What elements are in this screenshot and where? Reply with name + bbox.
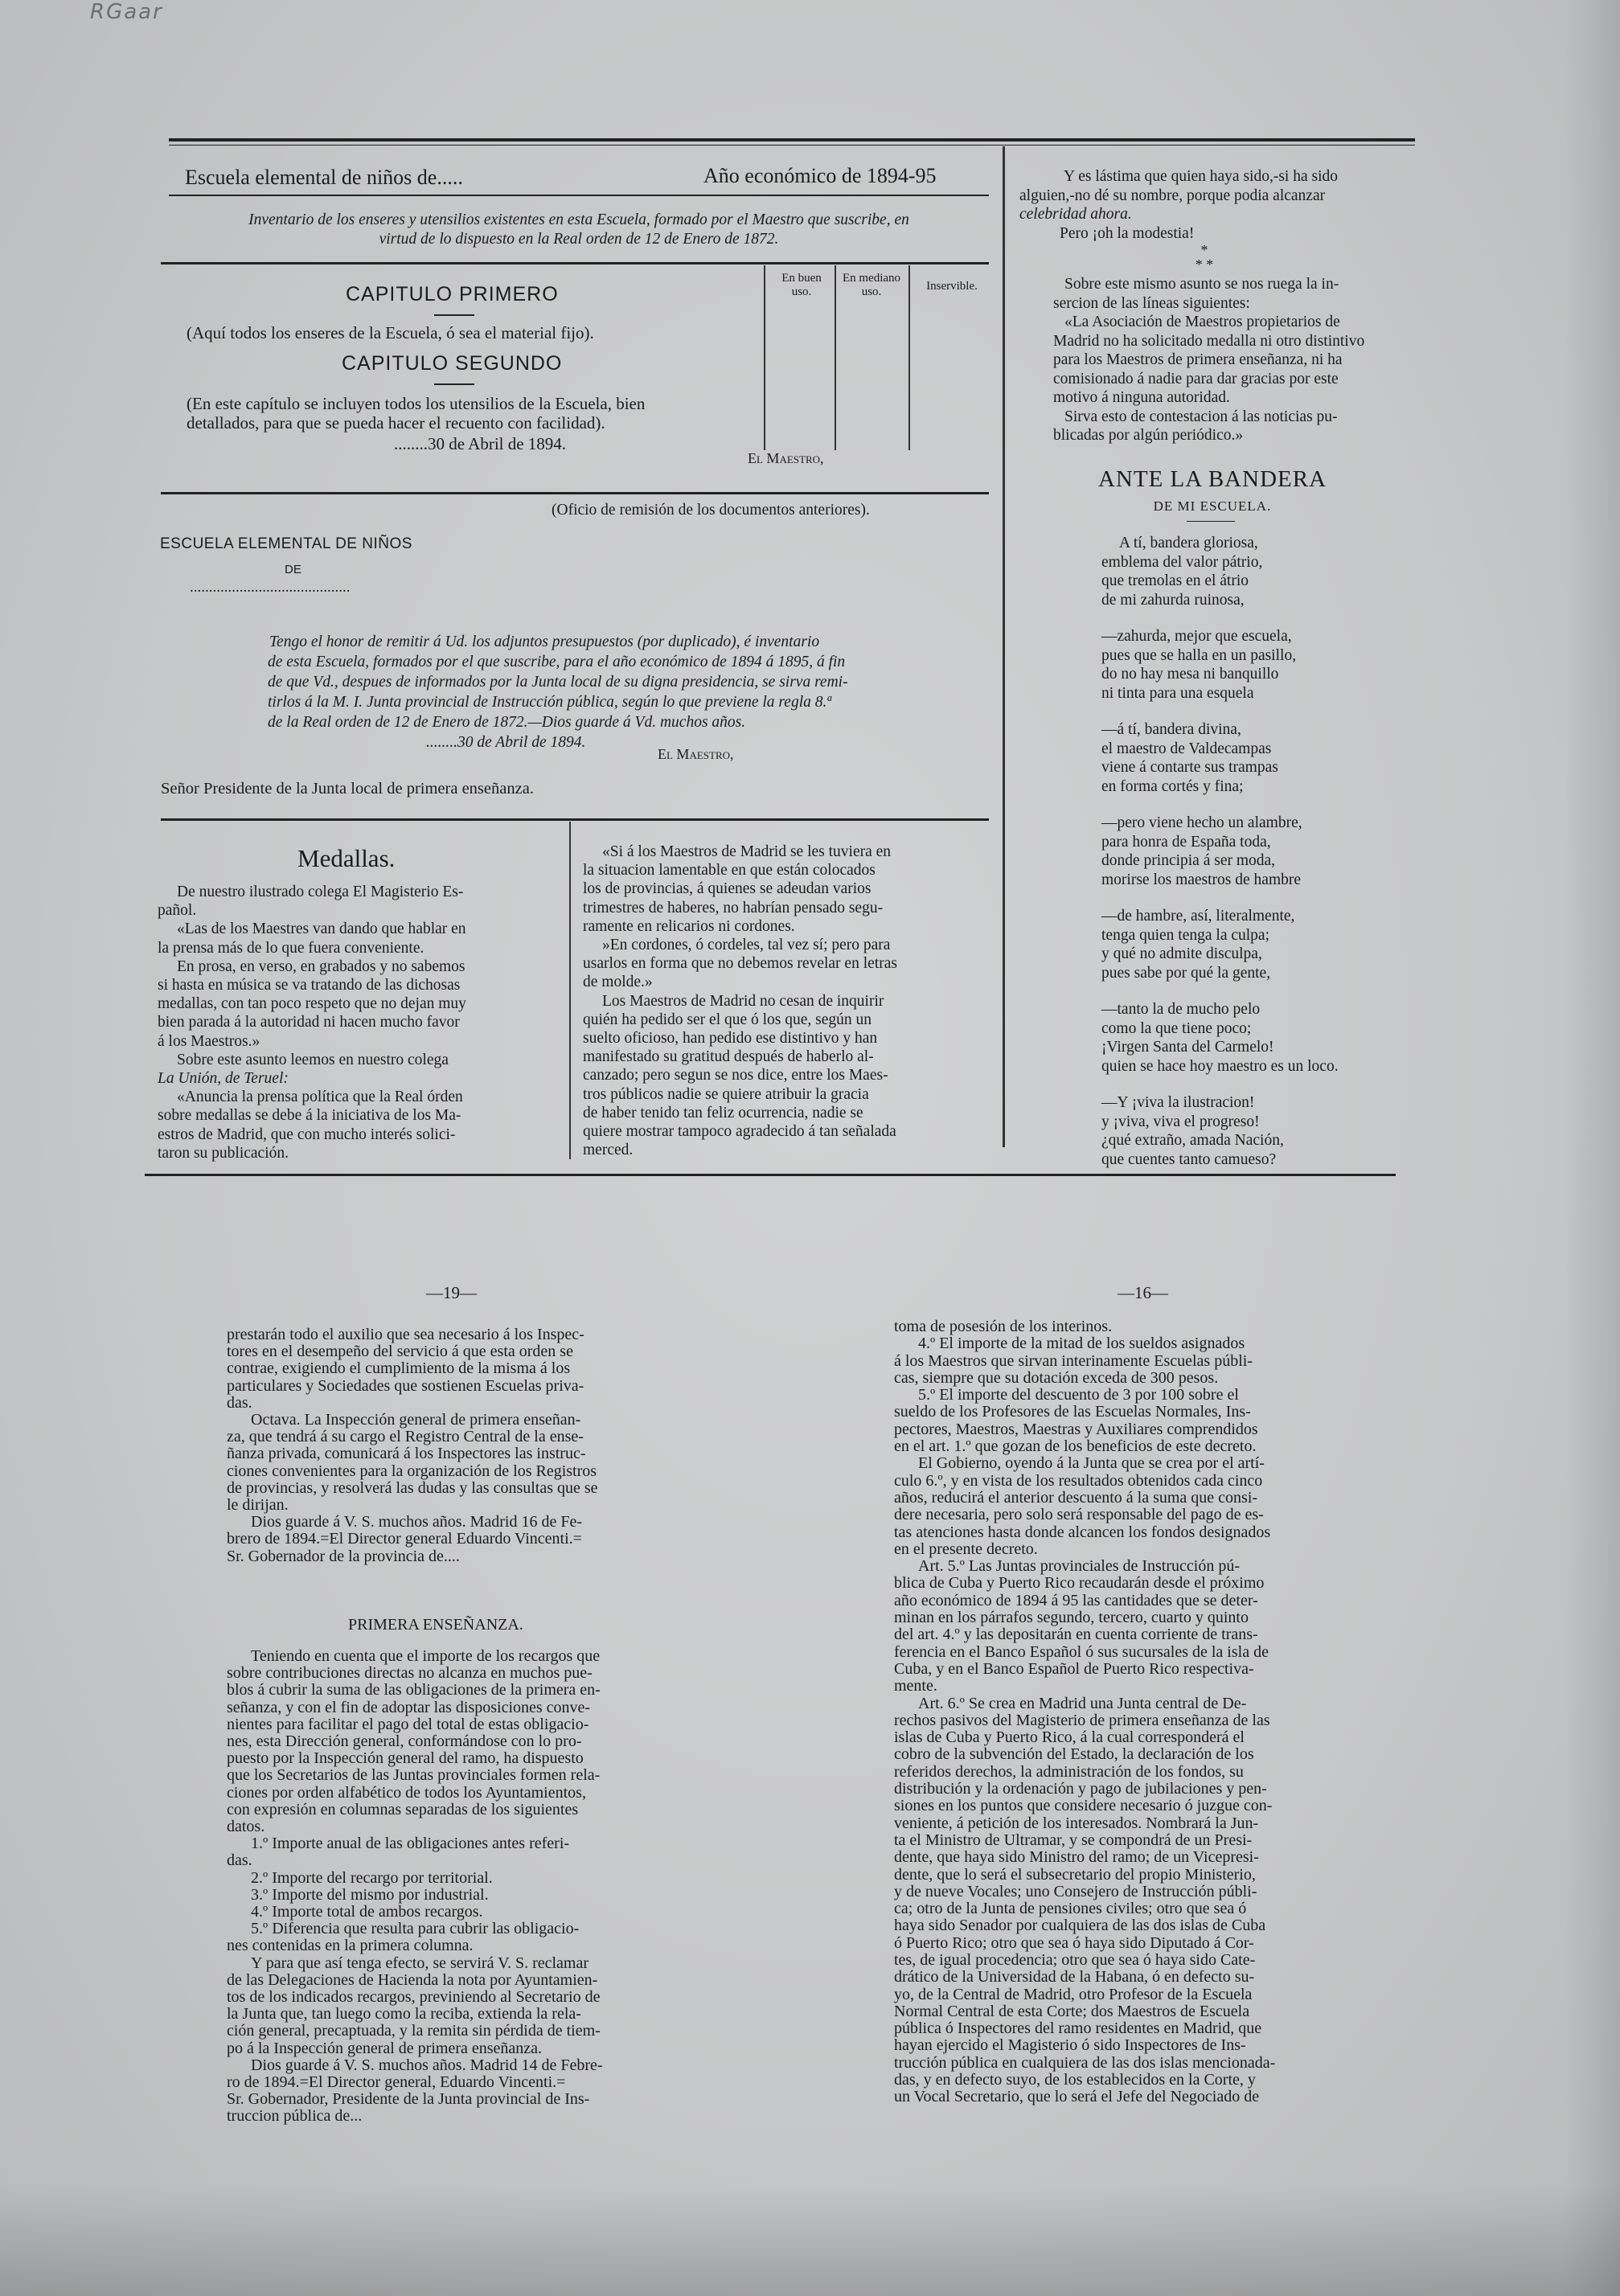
text-line: nes contenidas en la primera columna. — [227, 1937, 474, 1955]
text-line: Los Maestros de Madrid no cesan de inquirir — [602, 992, 884, 1010]
poem-line: ¿qué extraño, amada Nación, — [1101, 1132, 1284, 1149]
poem-line: do no hay mesa ni banquillo — [1101, 666, 1279, 683]
text-line: Dios guarde á V. S. muchos años. Madrid 16 de Fe- — [251, 1513, 582, 1531]
escuela-heading: ESCUELA ELEMENTAL DE NIÑOS — [160, 535, 412, 552]
text-line: tas atenciones hasta donde alcancen los fondos designados — [894, 1523, 1271, 1541]
escuela-dots: .......................................... — [190, 579, 351, 596]
text-line: ciones convenientes para la organización de los Registros — [227, 1462, 597, 1480]
text-line: En prosa, en verso, en grabados y no sabemos — [177, 957, 465, 975]
poem-line: —tanto la de mucho pelo — [1101, 1001, 1261, 1018]
poem-line: que tremolas en el átrio — [1101, 572, 1249, 589]
text-line: del art. 4.º y las depositarán en cuenta corriente de trans- — [894, 1626, 1258, 1644]
text-line: ciones por orden alfabético de todos los Ayuntamientos, — [227, 1783, 586, 1802]
text-line: toma de posesión de los interinos. — [894, 1318, 1113, 1335]
text-line: sobre contribuciones directas no alcanza en muchos pue- — [227, 1664, 593, 1683]
text-line: en el art. 1.º que gozan de los beneficios de este decreto. — [894, 1437, 1257, 1456]
asterisk-double: * * — [1195, 256, 1214, 273]
text-line: quién ha pedido ser el que ó los que, según un — [583, 1011, 872, 1028]
text-line: le dirijan. — [227, 1496, 289, 1515]
chapter-one-rule — [434, 314, 474, 316]
text-line: cobro de la subvención del Estado, la declaración de los — [894, 1745, 1254, 1764]
text-line: los de provincias, á quienes se adeudan varios — [583, 880, 872, 898]
poem-line: y ¡viva, viva el progreso! — [1101, 1113, 1260, 1130]
text-line: puesto por la Inspección general del ramo, ha dispuesto — [227, 1749, 584, 1768]
text-line: Sr. Gobernador, Presidente de la Junta provincial de Ins- — [227, 2090, 590, 2109]
text-line: Art. 5.º Las Juntas provinciales de Instrucción pú- — [918, 1557, 1240, 1576]
text-line: Normal Central de esta Corte; dos Maestros de Escuela — [894, 2002, 1250, 2020]
escuela-de: DE — [285, 563, 301, 576]
chapter-one-title: CAPITULO PRIMERO — [346, 283, 559, 305]
text-line: cas, siempre que su dotación exceda de 300 pesos. — [894, 1368, 1219, 1387]
chapter-two-rule — [434, 383, 474, 385]
poem-stanza — [1101, 627, 1339, 703]
page-edge-shadow-right — [1564, 0, 1620, 2296]
poem-line: el maestro de Valdecampas — [1101, 740, 1272, 757]
text-line: pública ó Inspectores del ramo residentes en Madrid, que — [894, 2019, 1262, 2038]
text-line: contrae, exigiendo el cumplimiento de la misma á los — [227, 1359, 571, 1378]
poem-stanza — [1101, 1093, 1339, 1169]
poem-line: que cuentes tanto camueso? — [1101, 1150, 1277, 1168]
text-line: 2.º Importe del recargo por territorial. — [251, 1868, 493, 1887]
poem-line: de mi zahurda ruinosa, — [1101, 591, 1245, 609]
text-line: de molde.» — [583, 974, 653, 991]
text-line: señanza, y con el fin de adoptar las disposiciones conve- — [227, 1698, 591, 1716]
poem-line: ¡Virgen Santa del Carmelo! — [1101, 1039, 1274, 1056]
poem-line: donde principia á ser moda, — [1101, 852, 1276, 869]
inventory-ledger-table — [764, 265, 990, 450]
text-line: ta el Ministro de Ultramar, y se compondrá de un Presi- — [894, 1831, 1253, 1849]
text-line: Y es lástima que quien haya sido,-si ha sido — [1064, 168, 1339, 185]
poem-line: —de hambre, así, literalmente, — [1101, 908, 1295, 925]
office-note: (Oficio de remisión de los documentos anteriores). — [552, 502, 870, 519]
text-line: dente, que lo será el subsecretario del propio Ministerio, — [894, 1865, 1256, 1884]
text-line: distribución y la ordenación y pago de jubilaciones y pen- — [894, 1780, 1267, 1798]
poem-line: y qué no admite disculpa, — [1101, 945, 1262, 962]
text-line: truccion pública de... — [227, 2107, 363, 2126]
ledger-header-unusable: Inservible. — [926, 280, 978, 293]
text-line: suelto oficioso, han pedido ese distintivo y han — [583, 1030, 878, 1048]
text-line: culo 6.º, y en vista de los resultados obtenidos cada cinco — [894, 1471, 1263, 1490]
text-line: blica de Cuba y Puerto Rico recaudarán desde el próximo — [894, 1574, 1265, 1593]
text-line: 5.º Diferencia que resulta para cubrir las obligacio- — [251, 1920, 580, 1938]
text-line: Sobre este mismo asunto se nos ruega la in- — [1064, 276, 1339, 293]
ledger-header-medium: En mediano uso. — [842, 272, 901, 298]
page-edge-shadow-bottom — [0, 2183, 1620, 2296]
text-line: La Unión, de Teruel: — [158, 1070, 289, 1088]
text-line: referidos derechos, la administración de los fondos, su — [894, 1762, 1244, 1781]
text-line: á los Maestros.» — [158, 1032, 260, 1050]
chapter-two-line: detallados, para que se pueda hacer el recuento con facilidad). — [187, 413, 605, 433]
text-line: canzado; pero segun se nos dice, entre los Maes- — [583, 1067, 888, 1084]
text-line: la Junta que, tan luego como la reciba, extienda la rela- — [227, 2005, 581, 2023]
medallas-left-column — [158, 883, 547, 1162]
poem-subtitle: DE MI ESCUELA. — [1153, 498, 1272, 514]
school-title: Escuela elemental de niños de..... — [185, 166, 463, 189]
text-line: Pero ¡oh la modestia! — [1060, 224, 1195, 242]
medallas-title: Medallas. — [297, 844, 396, 872]
text-line: nes, esta Dirección general, conformándose con lo pro- — [227, 1732, 582, 1751]
poem-line: quien se hace hoy maestro es un loco. — [1101, 1057, 1339, 1075]
text-line: de provincias, y resolverá las dudas y las consultas que se — [227, 1478, 598, 1497]
text-line: De nuestro ilustrado colega El Magisterio Es- — [177, 884, 464, 900]
text-line: tes, de igual procedencia; otro que sea ó haya sido Cate- — [894, 1950, 1256, 1969]
text-line: tos de los indicados recargos, previniendo al Secretario de — [227, 1988, 601, 2007]
text-line: trucción pública en cualquiera de las dos islas mencionada- — [894, 2053, 1276, 2072]
text-line: Y para que así tenga efecto, se servirá V. S. reclamar — [251, 1954, 589, 1972]
text-line: das, y en defecto suyo, de los establecidos en la Corte, y — [894, 2071, 1256, 2089]
text-line: manifestado su gratitud después de haberlo al- — [583, 1048, 874, 1066]
text-line: y de nueve Vocales; uno Consejero de Instrucción públi- — [894, 1882, 1257, 1900]
text-line: blicadas por algún periódico.» — [1053, 427, 1244, 444]
text-line: si hasta en música se va tratando de las dichosas — [158, 977, 461, 994]
page-number-right: —16— — [1118, 1283, 1168, 1302]
text-line: veniente, á petición de los interesados. Nombrará la Jun- — [894, 1814, 1259, 1832]
poem-line: —Y ¡viva la ilustracion! — [1101, 1094, 1255, 1111]
text-line: 3.º Importe del mismo por industrial. — [251, 1885, 489, 1904]
text-line: Sr. Gobernador de la provincia de.... — [227, 1547, 460, 1565]
poem-line: emblema del valor pátrio, — [1101, 553, 1263, 571]
top-rule — [169, 138, 1415, 141]
text-line: siones en los puntos que considere necesario ó juzgue con- — [894, 1797, 1273, 1815]
text-line: minan en los párrafos segundo, tercero, cuarto y quinto — [894, 1609, 1249, 1627]
text-line: ca; otro de la Junta de pensiones civiles; otro que sea ó — [894, 1900, 1247, 1918]
text-line: estros de Madrid, que con mucho interés solici- — [158, 1125, 456, 1143]
text-line: Sobre este asunto leemos en nuestro colega — [177, 1051, 449, 1068]
text-line: la situacion lamentable en que están colocados — [583, 862, 876, 879]
text-line: rechos pasivos del Magisterio de primera enseñanza de las — [894, 1711, 1270, 1729]
text-line: 4.º El importe de la mitad de los sueldos asignados — [918, 1335, 1245, 1353]
right-column-insert — [1053, 275, 1423, 445]
inventory-heading — [161, 211, 997, 249]
text-line: con expresión en columnas separadas de los siguientes — [227, 1800, 579, 1818]
text-line: años, reducirá el anterior descuento á la suma que consi- — [894, 1488, 1258, 1507]
poem-title: ANTE LA BANDERA — [1097, 466, 1327, 492]
text-line: El Gobierno, oyendo á la Junta que se crea por el artí- — [918, 1454, 1265, 1473]
text-line: para los Maestros de primera enseñanza, ni ha — [1053, 351, 1343, 368]
chapter-two-line: (En este capítulo se incluyen todos los utensilios de la Escuela, bien — [187, 394, 646, 413]
text-line: merced. — [583, 1142, 634, 1159]
text-line: comisionado á nadie para dar gracias por este — [1053, 370, 1339, 387]
inventory-line: Inventario de los enseres y utensilios existentes en esta Escuela, formado por el Maestro que suscribe, en — [248, 211, 909, 228]
poem-line: —zahurda, mejor que escuela, — [1101, 628, 1292, 645]
text-line: de las Delegaciones de Hacienda la nota por Ayuntamien- — [227, 1970, 598, 1989]
text-line: nientes para facilitar el pago del total de estas obligacio- — [227, 1715, 589, 1733]
poem-title-rule — [1187, 521, 1235, 522]
text-line: ó Puerto Rico; otro que sea ó haya sido Diputado á Cor- — [894, 1933, 1254, 1952]
text-line: tros públicos nadie se quiere atribuir la gracia — [583, 1085, 869, 1103]
text-line: Cuba, y en el Banco Español de Puerto Rico respectiva- — [894, 1659, 1254, 1678]
text-line: Octava. La Inspección general de primera enseñan- — [251, 1411, 581, 1429]
archive-mark: RGaar — [90, 0, 163, 24]
text-line: mente. — [894, 1677, 937, 1695]
poem-line: en forma cortés y fina; — [1101, 777, 1244, 795]
asterisk-single: * — [1200, 242, 1208, 258]
poem-line: morirse los maestros de hambre — [1101, 871, 1302, 888]
text-line: motivo á ninguna autoridad. — [1053, 389, 1230, 406]
text-line: particulares y Sociedades que sostienen Escuelas priva- — [227, 1376, 584, 1395]
poem-stanza — [1101, 720, 1339, 796]
text-line: Sirva esto de contestacion á las noticias pu- — [1064, 408, 1338, 425]
letter-line: de esta Escuela, formados por el que suscribe, para el año económico de 1894 á 1895, á fin — [268, 654, 846, 670]
bottom-left-column-2 — [227, 1648, 693, 2126]
text-line: la prensa más de lo que fuera conveniente. — [158, 939, 424, 957]
text-line: dente, que haya sido Ministro del ramo; de un Vicepresi- — [894, 1848, 1259, 1867]
text-line: sobre medallas se debe á la iniciativa de los Ma- — [158, 1107, 461, 1125]
inventory-line: virtud de lo dispuesto en la Real orden de 12 de Enero de 1872. — [379, 231, 779, 248]
text-line: pañol. — [158, 902, 197, 920]
text-line: datos. — [227, 1818, 265, 1836]
text-line: bien parada á la autoridad ni hacen mucho favor — [158, 1014, 460, 1031]
poem-line: —pero viene hecho un alambre, — [1101, 814, 1302, 831]
inventory-date: ........30 de Abril de 1894. — [394, 434, 567, 453]
asterisk-separator — [1019, 243, 1389, 272]
poem-line: pues sabe por qué la gente, — [1101, 964, 1271, 982]
text-line: taron su publicación. — [158, 1144, 289, 1162]
column-divider-right — [1003, 146, 1005, 1147]
text-line: ferencia en el Banco Español ó sus sucursales de la isla de — [894, 1642, 1269, 1661]
text-line: trimestres de haberes, no habrían pensado segu- — [583, 899, 884, 916]
poem-line: pues que se halla en un pasillo, — [1101, 646, 1297, 664]
remittance-letter — [269, 632, 848, 752]
poem-line: para honra de España toda, — [1101, 833, 1271, 851]
medallas-divider — [569, 822, 571, 1159]
chapter-two-note — [187, 394, 645, 433]
text-line: 5.º El importe del descuento de 3 por 100 sobre el — [918, 1386, 1239, 1404]
text-line: celebridad ahora. — [1019, 206, 1132, 223]
text-line: 4.º Importe total de ambos recargos. — [251, 1903, 483, 1921]
text-line: de haber tenido tan feliz ocurrencia, nadie se — [583, 1104, 863, 1121]
text-line: medallas, con tan poco respeto que no dejan muy — [158, 995, 466, 1013]
right-column-intro — [1019, 167, 1389, 243]
ledger-header-good: En buen uso. — [781, 272, 822, 298]
letter-line: Tengo el honor de remitir á Ud. los adjuntos presupuestos (por duplicado), é inventario — [269, 633, 820, 650]
inventory-signature: El Maestro, — [748, 450, 824, 466]
text-line: dere necesaria, pero solo será responsable del pago de es- — [894, 1506, 1264, 1524]
poem-stanza — [1101, 1000, 1339, 1076]
poem-line: ni tinta para una esquela — [1101, 684, 1254, 702]
medallas-rule — [161, 818, 989, 821]
text-line: un Vocal Secretario, que lo será el Jefe del Negociado de — [894, 2088, 1260, 2106]
text-line: »En cordones, ó cordeles, tal vez sí; pero para — [602, 937, 891, 954]
text-line: hayan ejercido el Magisterio ó sido Inspectores de Ins- — [894, 2036, 1246, 2055]
text-line: islas de Cuba y Puerto Rico, á la cual corresponderá el — [894, 1728, 1245, 1747]
text-line: yo, de la Central de Madrid, otro Profesor de la Escuela — [894, 1985, 1253, 2003]
text-line: 1.º Importe anual de las obligaciones antes referi- — [251, 1835, 570, 1853]
text-line: alguien,-no dé su nombre, porque podia alcanzar — [1019, 187, 1326, 204]
poem-stanza — [1101, 907, 1339, 982]
text-line: haya sido Senador por cualquiera de las dos islas de Cuba — [894, 1917, 1266, 1935]
chapter-two-title: CAPITULO SEGUNDO — [342, 352, 563, 375]
text-line: «Las de los Maestres van dando que hablar en — [177, 920, 466, 938]
text-line: das. — [227, 1851, 252, 1870]
poem-line: —á tí, bandera divina, — [1101, 721, 1241, 738]
text-line: «La Asociación de Maestros propietarios de — [1064, 314, 1340, 330]
letter-line: de la Real orden de 12 de Enero de 1872.—Dios guarde á Vd. muchos años. — [268, 714, 746, 731]
text-line: prestarán todo el auxilio que sea necesario á los Inspec- — [227, 1326, 584, 1343]
letter-line: ........30 de Abril de 1894. — [426, 734, 586, 751]
text-line: usarlos en forma que no debemos revelar en letras — [583, 955, 897, 973]
text-line: za, que tendrá á su cargo el Registro Central de la ense- — [227, 1428, 584, 1446]
poem-line: como la que tiene poco; — [1101, 1019, 1252, 1037]
text-line: año económico de 1894 á 95 las cantidades que se deter- — [894, 1591, 1258, 1609]
chapter-one-note: (Aquí todos los enseres de la Escuela, ó sea el material fijo). — [187, 323, 594, 342]
text-line: ramente en relicarios ni cordones. — [583, 917, 795, 935]
bottom-left-column — [227, 1326, 693, 1565]
text-line: Teniendo en cuenta que el importe de los recargos que — [251, 1647, 601, 1665]
addressee: Señor Presidente de la Junta local de primera enseñanza. — [161, 780, 534, 797]
poem-stanza — [1101, 814, 1339, 889]
top-section-bottom-rule — [145, 1174, 1396, 1176]
text-line: blos á cubrir la suma de las obligaciones de la primera en- — [227, 1681, 601, 1699]
top-rule-thin — [169, 145, 1415, 146]
letter-line: de que Vd., despues de informados por la Junta local de su digna presidencia, se sirva remi- — [268, 674, 848, 691]
header-underline — [169, 195, 989, 196]
text-line: Madrid no ha solicitado medalla ni otro distintivo — [1053, 332, 1365, 350]
letter-line: tirlos á la M. I. Junta provincial de Instrucción pública, según lo que previene la regla 8.ª — [268, 694, 831, 711]
medallas-mid-column — [583, 843, 985, 1159]
section-rule — [161, 492, 989, 494]
text-line: sercion de las líneas siguientes: — [1053, 294, 1250, 312]
text-line: sueldo de los Profesores de las Escuelas Normales, Ins- — [894, 1403, 1251, 1421]
text-line: á los Maestros que sirvan interinamente Escuelas públi- — [894, 1351, 1253, 1370]
primera-ensenanza-heading: PRIMERA ENSEÑANZA. — [348, 1616, 523, 1634]
text-line: ción general, precaptuada, y la remita sin pérdida de tiem- — [227, 2022, 601, 2040]
text-line: «Si á los Maestros de Madrid se les tuviera en — [602, 843, 892, 860]
text-line: en el presente decreto. — [894, 1540, 1038, 1558]
text-line: brero de 1894.=El Director general Eduardo Vincenti.= — [227, 1530, 582, 1548]
poem-line: viene á contarte sus trampas — [1101, 759, 1278, 776]
text-line: Art. 6.º Se crea en Madrid una Junta central de De- — [918, 1694, 1247, 1712]
text-line: ñanza privada, comunicará á los Inspectores las instruc- — [227, 1445, 586, 1463]
text-line: «Anuncia la prensa política que la Real órden — [177, 1089, 463, 1106]
letter-signature: El Maestro, — [658, 746, 734, 762]
text-line: Dios guarde á V. S. muchos años. Madrid 14 de Febre- — [251, 2056, 603, 2074]
poem-body — [1101, 534, 1339, 1169]
poem-line: tenga quien tenga la culpa; — [1101, 926, 1269, 944]
fiscal-year: Año económico de 1894-95 — [703, 164, 937, 187]
text-line: po á la Inspección general de primera enseñanza. — [227, 2039, 543, 2057]
poem-stanza — [1101, 534, 1339, 609]
text-line: pectores, Maestros, Maestras y Auxiliares comprendidos — [894, 1420, 1258, 1438]
text-line: quiere mostrar tampoco agradecido á tan señalada — [583, 1123, 896, 1141]
text-line: que los Secretarios de las Juntas provinciales formen rela- — [227, 1766, 601, 1785]
text-line: tores en el desempeño del servicio á que esta orden se — [227, 1343, 573, 1361]
text-line: drático de la Universidad de la Habana, ó en defecto su- — [894, 1968, 1255, 1986]
poem-line: A tí, bandera gloriosa, — [1119, 535, 1258, 551]
text-line: ro de 1894.=El Director general, Eduardo Vincenti.= — [227, 2073, 566, 2092]
text-line: das. — [227, 1393, 252, 1412]
page-number-left: —19— — [426, 1283, 477, 1302]
inventory-rule — [161, 262, 989, 264]
bottom-right-column — [894, 1318, 1344, 2106]
